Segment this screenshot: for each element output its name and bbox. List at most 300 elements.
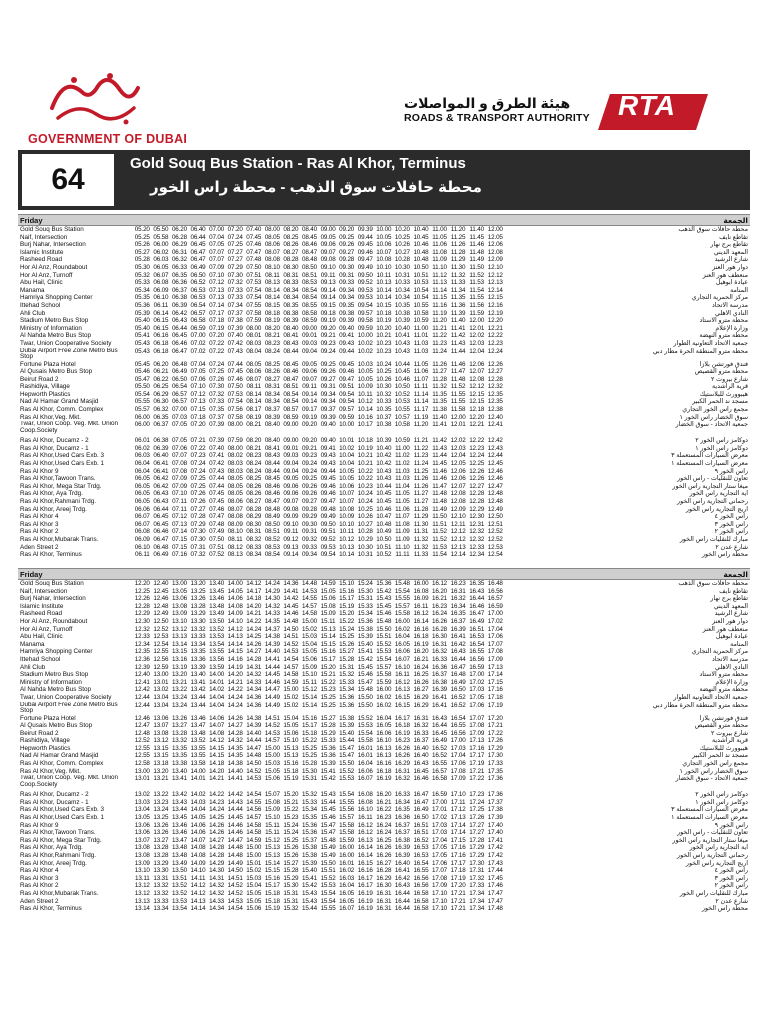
departure-time: 15.23 xyxy=(283,814,299,822)
departure-times xyxy=(133,702,635,710)
timetable-rows xyxy=(18,580,750,913)
departure-time: 07.10 xyxy=(171,490,187,498)
departure-time: 16.07 xyxy=(339,905,355,913)
departure-time: 11.47 xyxy=(450,368,466,376)
table-row xyxy=(18,760,750,768)
departure-time: 10.04 xyxy=(339,452,355,460)
departure-time: 13.06 xyxy=(134,821,150,829)
departure-time: 10.45 xyxy=(394,368,410,376)
departure-time: 15.00 xyxy=(246,844,262,852)
departure-time: 10.32 xyxy=(376,390,392,398)
departure-time: 12.14 xyxy=(450,551,466,559)
departure-time: 16.35 xyxy=(469,580,485,587)
departure-time: 16.47 xyxy=(413,791,429,799)
departure-times xyxy=(133,618,635,626)
departure-time: 11.00 xyxy=(395,444,410,452)
departure-time: 10.59 xyxy=(413,317,429,325)
departure-time: 06.00 xyxy=(134,421,150,429)
departure-time: 11.09 xyxy=(432,256,447,264)
departure-time: 15.54 xyxy=(357,729,373,737)
departure-time: 12.31 xyxy=(469,520,485,528)
departure-time: 07.13 xyxy=(190,398,206,406)
departure-time: 08.05 xyxy=(227,482,243,490)
departure-time: 14.46 xyxy=(264,678,280,686)
departure-time: 17.36 xyxy=(487,791,503,799)
departure-time: 15.05 xyxy=(283,722,299,730)
departure-time: 12.46 xyxy=(487,475,503,483)
departure-time: 09.52 xyxy=(320,535,336,543)
departure-time: 06.35 xyxy=(171,271,187,279)
departure-time: 16.53 xyxy=(469,633,485,641)
departure-time: 15.30 xyxy=(301,767,317,775)
departure-time: 15.36 xyxy=(301,829,317,837)
departure-times xyxy=(133,513,635,521)
table-row xyxy=(18,648,750,656)
departure-time: 13.10 xyxy=(134,867,150,875)
departure-time: 16.39 xyxy=(450,625,466,633)
departure-time: 15.06 xyxy=(301,655,317,663)
departure-time: 06.05 xyxy=(153,263,169,271)
departure-times xyxy=(133,544,635,552)
departure-time: 06.42 xyxy=(153,475,169,483)
departure-time: 14.22 xyxy=(246,617,262,625)
departure-time: 07.20 xyxy=(190,421,206,429)
departure-time: 14.24 xyxy=(227,693,243,701)
departure-time: 06.49 xyxy=(153,551,169,559)
departure-time: 07.05 xyxy=(190,368,206,376)
departure-time: 06.18 xyxy=(153,347,169,355)
departure-time: 08.31 xyxy=(264,383,280,391)
departure-time: 16.43 xyxy=(469,587,485,595)
departure-time: 08.46 xyxy=(283,368,299,376)
departure-time: 15.00 xyxy=(264,752,280,760)
departure-time: 17.28 xyxy=(469,836,485,844)
departure-time: 10.05 xyxy=(376,233,392,241)
departure-time: 12.40 xyxy=(134,671,150,679)
departure-time: 16.29 xyxy=(376,874,392,882)
departure-time: 15.31 xyxy=(283,889,299,897)
departure-time: 07.13 xyxy=(209,294,225,302)
departure-time: 06.32 xyxy=(171,256,187,264)
departure-time: 05.27 xyxy=(134,248,150,256)
departure-time: 12.41 xyxy=(134,678,150,686)
departure-time: 08.25 xyxy=(264,360,280,368)
departure-time: 12.12 xyxy=(450,535,466,543)
stop-name-arabic: هيبوورث للبلاستيك xyxy=(699,390,748,398)
departure-time: 11.28 xyxy=(450,248,466,256)
stop-name: Ras Al Khor, Aya Trdg. xyxy=(20,490,83,498)
departure-time: 08.45 xyxy=(301,233,317,241)
departure-time: 09.14 xyxy=(283,551,299,559)
departure-time: 13.02 xyxy=(134,791,150,799)
departure-time: 17.29 xyxy=(469,844,485,852)
departure-time: 15.25 xyxy=(283,836,299,844)
departure-time: 11.32 xyxy=(413,543,429,551)
departure-time: 17.04 xyxy=(450,752,466,760)
stop-name: Ras Al Khor, Ducamz - 1 xyxy=(20,444,89,452)
departure-time: 06.05 xyxy=(134,490,150,498)
departure-time: 15.22 xyxy=(301,737,317,745)
departure-time: 15.40 xyxy=(339,729,355,737)
departure-time: 14.43 xyxy=(227,798,243,806)
table-row xyxy=(18,483,750,491)
departure-time: 14.50 xyxy=(227,867,243,875)
departure-time: 16.37 xyxy=(394,829,410,837)
departure-time: 17.34 xyxy=(469,897,485,905)
departure-time: 15.36 xyxy=(357,617,373,625)
departure-time: 17.00 xyxy=(487,610,503,618)
departure-times xyxy=(133,332,635,340)
table-row xyxy=(18,498,750,506)
table-row xyxy=(18,791,750,799)
departure-time: 12.08 xyxy=(450,498,466,505)
departure-time: 07.31 xyxy=(190,543,206,551)
departure-time: 10.52 xyxy=(376,551,392,559)
table-row xyxy=(18,867,750,875)
departure-time: 16.24 xyxy=(376,829,392,837)
departure-times xyxy=(133,610,635,618)
departure-time: 16.57 xyxy=(487,595,503,603)
departure-time: 05.47 xyxy=(134,375,150,383)
departure-time: 15.53 xyxy=(339,775,355,783)
departure-time: 15.47 xyxy=(357,678,373,686)
stop-name: Rashidiya, Village xyxy=(20,737,70,745)
departure-time: 14.53 xyxy=(246,775,262,783)
departure-time: 16.19 xyxy=(413,640,429,648)
departure-time: 08.20 xyxy=(283,226,299,233)
departure-time: 11.10 xyxy=(432,263,447,271)
departure-time: 16.13 xyxy=(394,686,410,694)
departure-time: 10.31 xyxy=(394,271,410,279)
departure-time: 06.02 xyxy=(134,444,150,452)
departure-time: 14.37 xyxy=(264,625,280,633)
table-row xyxy=(18,679,750,687)
departure-time: 17.07 xyxy=(469,714,485,722)
departure-time: 06.02 xyxy=(153,248,169,256)
departure-time: 16.04 xyxy=(394,633,410,641)
departure-times xyxy=(133,256,635,264)
departure-time: 15.37 xyxy=(301,836,317,844)
stop-name-arabic: محطة مترو القصيص xyxy=(694,368,748,376)
departure-time: 14.35 xyxy=(264,617,280,625)
departure-time: 17.48 xyxy=(487,905,503,913)
government-of-dubai-logo xyxy=(44,68,144,130)
departure-time: 16.23 xyxy=(432,602,448,610)
departure-times xyxy=(133,752,635,760)
departure-time: 12.42 xyxy=(487,437,503,445)
departure-time: 17.40 xyxy=(487,829,503,837)
departure-time: 15.27 xyxy=(339,648,355,656)
departure-time: 15.38 xyxy=(357,625,373,633)
departure-time: 07.15 xyxy=(171,543,187,551)
departure-time: 16.48 xyxy=(487,580,503,587)
departure-times xyxy=(133,852,635,860)
departure-time: 06.08 xyxy=(153,279,169,287)
departure-time: 08.55 xyxy=(301,301,317,309)
departure-time: 06.49 xyxy=(190,263,206,271)
departure-time: 15.20 xyxy=(339,610,355,618)
departure-time: 08.26 xyxy=(283,241,299,249)
departure-times xyxy=(133,536,635,544)
stop-name: Ras Al Khor, Ducamz - 1 xyxy=(20,798,89,806)
stop-name-arabic: دوكامز راس الخور ١ xyxy=(695,444,748,452)
departure-time: 15.44 xyxy=(339,737,355,745)
departure-time: 16.41 xyxy=(432,693,448,701)
departure-time: 09.21 xyxy=(320,332,336,340)
departure-time: 14.15 xyxy=(227,648,243,656)
departure-time: 15.16 xyxy=(301,714,317,722)
departure-time: 16.58 xyxy=(432,775,448,783)
departure-time: 12.35 xyxy=(134,648,150,656)
departure-time: 13.13 xyxy=(134,897,150,905)
departure-time: 10.06 xyxy=(376,241,392,249)
departure-time: 17.10 xyxy=(450,791,466,799)
departure-time: 08.40 xyxy=(283,324,299,332)
departure-time: 11.25 xyxy=(413,467,429,475)
departure-time: 16.44 xyxy=(394,897,410,905)
departure-time: 12.06 xyxy=(469,360,485,368)
route-title-arabic: محطة حافلات سوق الذهب - محطة راس الخور xyxy=(150,179,482,196)
departure-time: 16.55 xyxy=(450,722,466,730)
departure-time: 07.25 xyxy=(190,475,206,483)
departure-time: 16.44 xyxy=(394,905,410,913)
departure-time: 07.54 xyxy=(246,294,262,302)
departure-time: 08.02 xyxy=(227,452,243,460)
stop-name-arabic: وزارة الإعلام xyxy=(715,678,748,686)
departure-time: 17.15 xyxy=(450,836,466,844)
table-row xyxy=(18,294,750,302)
departure-time: 10.07 xyxy=(339,498,355,505)
departure-time: 13.14 xyxy=(171,640,187,648)
departure-time: 10.00 xyxy=(339,421,355,429)
departure-time: 11.23 xyxy=(413,452,429,460)
departure-time: 05.33 xyxy=(134,279,150,287)
stop-name: Ahli Club xyxy=(20,309,46,317)
departure-times xyxy=(133,452,635,460)
table-row xyxy=(18,445,750,453)
departure-time: 16.04 xyxy=(376,714,392,722)
table-row xyxy=(18,852,750,860)
table-row xyxy=(18,768,750,776)
departure-time: 10.24 xyxy=(357,490,373,498)
departure-time: 13.05 xyxy=(171,587,187,595)
table-row xyxy=(18,745,750,753)
departure-time: 13.29 xyxy=(190,610,206,618)
departure-time: 13.07 xyxy=(134,836,150,844)
departure-time: 14.57 xyxy=(246,814,262,822)
departure-time: 06.11 xyxy=(135,551,150,559)
departure-time: 13.04 xyxy=(153,693,169,701)
departure-time: 12.46 xyxy=(134,714,150,722)
departure-time: 15.38 xyxy=(301,852,317,859)
departure-time: 09.53 xyxy=(357,286,373,294)
departure-time: 15.21 xyxy=(320,671,336,679)
departure-time: 07.26 xyxy=(209,375,225,383)
departure-time: 12.34 xyxy=(469,551,485,559)
departure-time: 13.01 xyxy=(134,775,150,783)
departure-time: 15.13 xyxy=(283,744,299,752)
departure-time: 08.48 xyxy=(264,505,280,513)
stop-name-arabic: معرض السيارات المستعملة ٣ xyxy=(671,452,748,460)
departure-time: 06.40 xyxy=(153,452,169,460)
stop-name-arabic: محطة مترو المنطقة الحرة مطار دبي xyxy=(652,347,748,355)
departure-time: 09.29 xyxy=(301,513,317,521)
departure-time: 09.15 xyxy=(320,301,336,309)
departure-time: 08.34 xyxy=(283,286,299,294)
departure-time: 13.38 xyxy=(171,760,187,768)
departure-time: 06.05 xyxy=(134,482,150,490)
stop-name: Hamriya Shopping Center xyxy=(20,648,93,656)
stop-name: Abu Hail, Clinic xyxy=(20,633,63,641)
departure-time: 13.15 xyxy=(153,744,169,752)
departure-time: 10.47 xyxy=(376,513,392,521)
departure-times xyxy=(133,234,635,242)
departure-time: 15.11 xyxy=(320,617,336,625)
stop-name-arabic: رحماني التجارية راس الخور xyxy=(677,498,748,505)
departure-time: 07.51 xyxy=(246,271,262,279)
departure-time: 16.35 xyxy=(450,610,466,618)
departure-time: 16.51 xyxy=(469,625,485,633)
departure-time: 12.49 xyxy=(487,505,503,513)
departure-time: 15.17 xyxy=(264,882,280,890)
departure-time: 09.18 xyxy=(320,309,336,317)
departure-time: 08.54 xyxy=(283,398,299,406)
departure-time: 14.05 xyxy=(227,587,243,595)
departure-time: 08.21 xyxy=(246,444,262,452)
departure-time: 08.14 xyxy=(264,286,280,294)
departure-time: 11.43 xyxy=(450,339,466,347)
departure-time: 11.49 xyxy=(432,505,447,513)
departure-time: 12.29 xyxy=(469,505,485,513)
departure-time: 16.37 xyxy=(394,821,410,829)
departure-time: 06.09 xyxy=(134,535,150,543)
departure-time: 09.06 xyxy=(283,490,299,498)
departure-time: 15.13 xyxy=(283,752,299,760)
departure-time: 08.26 xyxy=(246,490,262,498)
departure-time: 11.05 xyxy=(432,233,447,241)
departure-time: 15.05 xyxy=(264,767,280,775)
departure-time: 08.23 xyxy=(246,452,262,460)
departure-time: 07.21 xyxy=(190,437,206,445)
day-label-arabic: الجمعة xyxy=(723,570,748,579)
departure-time: 14.21 xyxy=(246,610,262,618)
departure-time: 08.34 xyxy=(283,294,299,302)
departure-time: 15.24 xyxy=(357,580,373,587)
departure-time: 10.13 xyxy=(339,543,355,551)
departure-time: 06.57 xyxy=(171,390,187,398)
table-row xyxy=(18,421,750,434)
departure-time: 08.08 xyxy=(227,513,243,521)
departure-time: 10.20 xyxy=(394,226,410,233)
departure-time: 09.46 xyxy=(357,248,373,256)
departure-time: 14.46 xyxy=(283,610,299,618)
departure-time: 12.23 xyxy=(469,444,485,452)
departure-time: 06.08 xyxy=(134,528,150,536)
departure-time: 14.06 xyxy=(227,595,243,603)
departure-time: 08.05 xyxy=(246,360,262,368)
table-row xyxy=(18,361,750,369)
departure-time: 12.45 xyxy=(153,587,169,595)
stop-name-arabic: فندق فورتشن بلازا xyxy=(699,714,748,722)
table-row xyxy=(18,799,750,807)
departure-time: 05.36 xyxy=(134,301,150,309)
departure-time: 14.32 xyxy=(227,737,243,745)
departure-time: 12.35 xyxy=(487,398,503,406)
departure-time: 10.30 xyxy=(376,383,392,391)
departure-time: 15.25 xyxy=(301,744,317,752)
departure-time: 06.59 xyxy=(190,324,206,332)
departure-time: 07.26 xyxy=(190,490,206,498)
departure-time: 11.05 xyxy=(395,498,410,505)
departure-time: 12.48 xyxy=(153,602,169,610)
departure-time: 16.26 xyxy=(432,617,448,625)
departure-time: 14.25 xyxy=(209,814,225,822)
departure-time: 10.54 xyxy=(413,294,429,302)
departure-times xyxy=(133,348,635,356)
departure-time: 07.33 xyxy=(209,398,225,406)
departure-time: 09.45 xyxy=(339,360,355,368)
departure-time: 10.10 xyxy=(339,520,355,528)
departure-time: 09.21 xyxy=(301,444,317,452)
departure-time: 10.31 xyxy=(357,551,373,559)
stop-name: Hor Al Anz, Turnoff xyxy=(20,625,73,633)
departure-time: 14.29 xyxy=(264,587,280,595)
table-row xyxy=(18,226,750,234)
departure-time: 14.42 xyxy=(227,791,243,799)
departure-time: 08.11 xyxy=(227,535,243,543)
departure-time: 11.17 xyxy=(413,406,429,414)
departure-time: 12.26 xyxy=(487,360,503,368)
departure-time: 15.03 xyxy=(246,874,262,882)
table-row xyxy=(18,317,750,325)
departure-time: 16.12 xyxy=(357,821,373,829)
departure-time: 16.11 xyxy=(395,671,410,679)
departure-time: 15.39 xyxy=(339,722,355,730)
departure-time: 06.43 xyxy=(171,317,187,325)
departure-time: 12.11 xyxy=(450,520,466,528)
departure-times xyxy=(133,603,635,611)
stop-name-arabic: تقاطع برج نهار xyxy=(710,241,748,249)
stop-name: Hor Al Anz, Roundabout xyxy=(20,617,88,625)
departure-time: 12.01 xyxy=(469,324,485,332)
departure-time: 16.23 xyxy=(394,737,410,745)
departure-time: 11.48 xyxy=(432,490,447,498)
departure-time: 10.42 xyxy=(376,452,392,460)
stop-name-arabic: شارع بيروت ٢ xyxy=(711,375,748,383)
departure-time: 16.40 xyxy=(413,744,429,752)
departure-time: 08.45 xyxy=(283,360,299,368)
departure-time: 11.44 xyxy=(432,452,447,460)
departure-time: 17.19 xyxy=(487,701,503,709)
departure-time: 12.18 xyxy=(469,406,485,414)
departure-time: 12.49 xyxy=(153,610,169,618)
departure-time: 16.57 xyxy=(432,767,448,775)
departure-time: 09.59 xyxy=(339,413,355,421)
departure-time: 12.27 xyxy=(487,368,503,376)
departure-time: 12.00 xyxy=(469,317,485,325)
departure-time: 13.55 xyxy=(209,648,225,656)
departure-time: 11.38 xyxy=(432,406,447,414)
stop-name-arabic: مسجد ند الحمر الكبير xyxy=(692,752,748,760)
departure-time: 14.49 xyxy=(264,693,280,701)
departure-time: 06.42 xyxy=(171,309,187,317)
departure-time: 08.06 xyxy=(227,498,243,505)
departure-time: 12.07 xyxy=(450,482,466,490)
departure-time: 14.35 xyxy=(227,744,243,752)
departure-time: 14.10 xyxy=(227,617,243,625)
departure-time: 15.39 xyxy=(301,859,317,867)
stop-name: Fortune Plaza Hotel xyxy=(20,714,76,722)
